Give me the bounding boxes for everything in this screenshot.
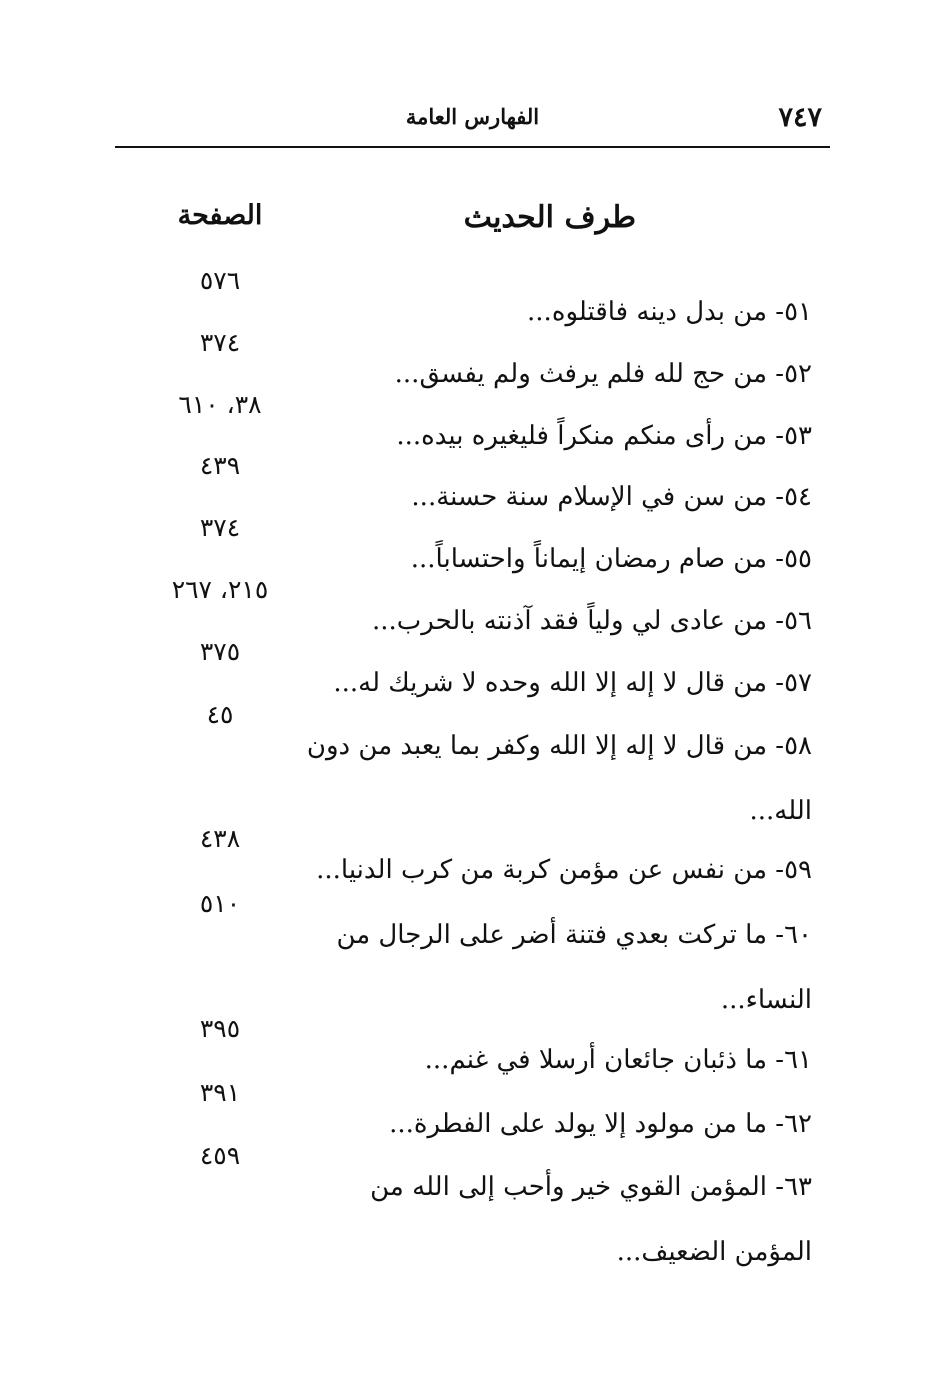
page-reference: ٢١٥، ٢٦٧ [171,575,269,604]
page-header [115,98,830,148]
page-number: ٧٤٧ [778,102,822,133]
page-reference: ٥٧٦ [199,266,241,295]
page-reference: ٤٥ [206,700,234,729]
hadith-text: ٦٢- ما من مولود إلا يولد على الفطرة... [389,1109,812,1139]
hadith-text: ٥٦- من عادى لي ولياً فقد آذنته بالحرب... [371,606,812,636]
hadith-text: ٦١- ما ذئبان جائعان أرسلا في غنم... [424,1045,812,1075]
page-reference: ٤٥٩ [199,1141,241,1170]
hadith-text: ٥٧- من قال لا إله إلا الله وحده لا شريك له... [333,668,812,698]
column-heading-page: الصفحة [177,200,263,231]
hadith-text: ٥٩- من نفس عن مؤمن كربة من كرب الدنيا... [316,855,812,885]
page-reference: ٣٩٥ [199,1014,241,1043]
page-reference: ٣٩١ [199,1078,241,1107]
hadith-text: ٥٣- من رأى منكم منكراً فليغيره بيده... [396,421,812,451]
page-reference: ٥١٠ [199,889,241,918]
page-reference: ٣٧٤ [199,513,241,542]
hadith-text: ٥٨- من قال لا إله إلا الله وكفر بما يعبد من دون الله... [306,731,812,826]
page-reference: ٤٣٩ [199,451,241,480]
hadith-text: ٥٤- من سن في الإسلام سنة حسنة... [411,482,812,512]
hadith-text: ٦٠- ما تركت بعدي فتنة أضر على الرجال من النساء... [336,920,812,1015]
running-title: الفهارس العامة [405,104,540,129]
page-reference: ٣٧٥ [199,637,241,666]
page-reference: ٤٣٨ [199,824,241,853]
column-heading-hadith: طرف الحديث [463,200,636,235]
page-reference: ٣٨، ٦١٠ [178,390,262,419]
hadith-text: ٥١- من بدل دينه فاقتلوه... [527,297,812,327]
hadith-text: ٥٢- من حج لله فلم يرفث ولم يفسق... [394,359,812,389]
hadith-text: ٥٥- من صام رمضان إيماناً واحتساباً... [410,544,812,574]
page-reference: ٣٧٤ [199,328,241,357]
hadith-text: ٦٣- المؤمن القوي خير وأحب إلى الله من المؤمن الضعيف... [370,1172,812,1267]
